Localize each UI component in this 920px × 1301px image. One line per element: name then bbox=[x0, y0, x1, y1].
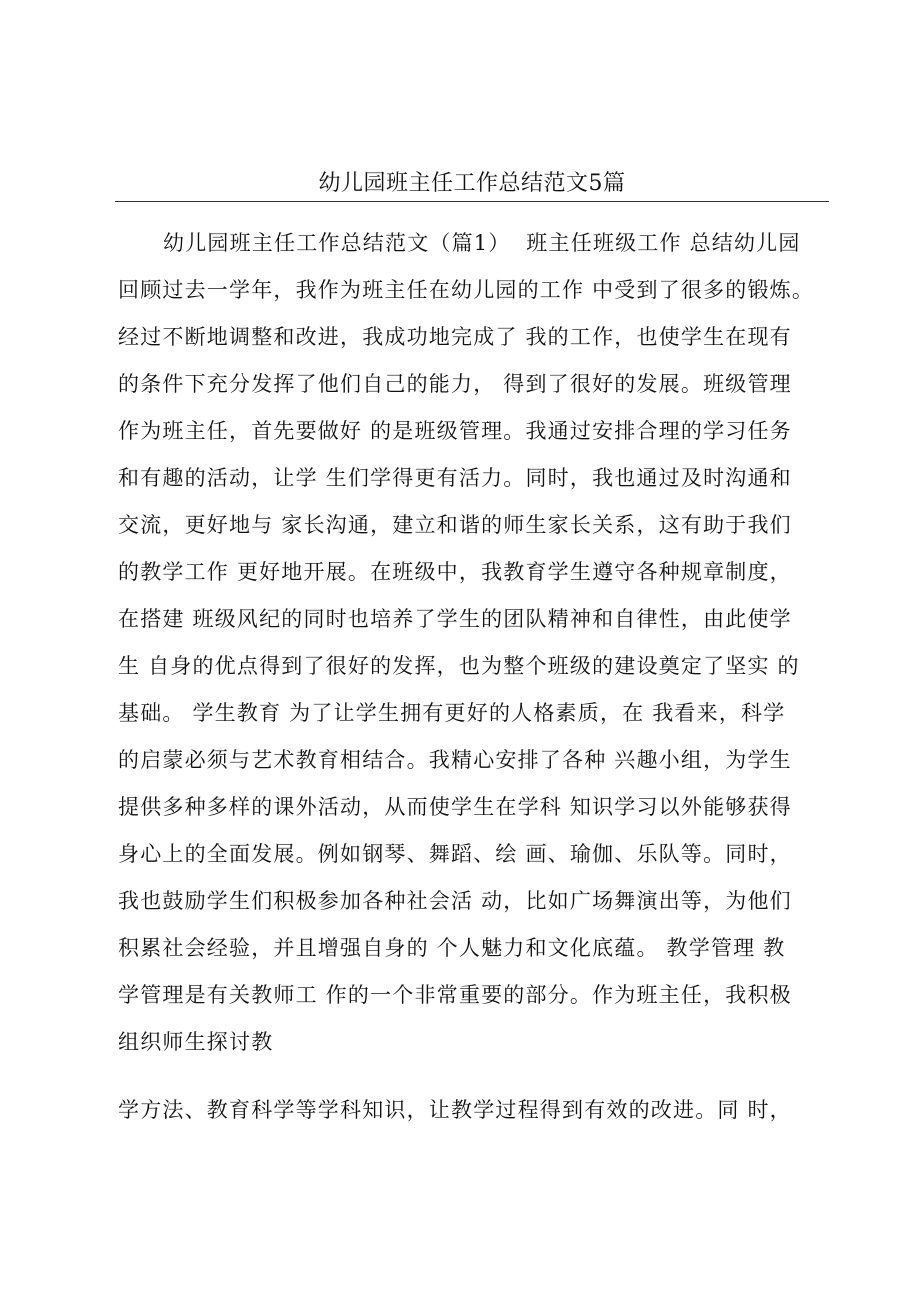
paragraph-line: 作为班主任，首先要做好 的是班级管理。我通过安排合理的学习任务 bbox=[118, 419, 792, 443]
title-underline bbox=[115, 201, 829, 202]
paragraph-line: 幼儿园班主任工作总结范文（篇1） 班主任班级工作 总结幼儿园 bbox=[163, 231, 801, 255]
page-title: 幼儿园班主任工作总结范文5篇 bbox=[318, 171, 626, 196]
paragraph-line: 经过不断地调整和改进，我成功地完成了 我的工作，也使学生在现有 bbox=[118, 325, 792, 349]
paragraph-line: 积累社会经验，并且增强自身的 个人魅力和文化底蕴。 教学管理 教 bbox=[118, 936, 786, 960]
paragraph-line: 我也鼓励学生们积极参加各种社会活 动，比如广场舞演出等，为他们 bbox=[118, 889, 792, 913]
paragraph-line: 基础。 学生教育 为了让学生拥有更好的人格素质，在 我看来，科学 bbox=[118, 701, 786, 725]
paragraph-line: 在搭建 班级风纪的同时也培养了学生的团队精神和自律性，由此使学 bbox=[118, 607, 792, 631]
paragraph-line: 和有趣的活动，让学 生们学得更有活力。同时，我也通过及时沟通和 bbox=[118, 466, 792, 490]
paragraph-line: 学方法、教育科学等学科知识，让教学过程得到有效的改进。同 时， bbox=[118, 1098, 792, 1122]
paragraph-line: 的启蒙必须与艺术教育相结合。我精心安排了各种 兴趣小组，为学生 bbox=[118, 748, 792, 772]
paragraph-line: 提供多种多样的课外活动，从而使学生在学科 知识学习以外能够获得 bbox=[118, 795, 792, 819]
paragraph-line: 学管理是有关教师工 作的一个非常重要的部分。作为班主任，我积极 bbox=[118, 983, 792, 1007]
paragraph-line: 的条件下充分发挥了他们自己的能力， 得到了很好的发展。班级管理 bbox=[118, 372, 792, 396]
paragraph-line: 生 自身的优点得到了很好的发挥，也为整个班级的建设奠定了坚实 的 bbox=[118, 654, 800, 678]
paragraph-line: 交流，更好地与 家长沟通，建立和谐的师生家长关系，这有助于我们 bbox=[118, 513, 792, 537]
paragraph-line: 组织师生探讨教 bbox=[118, 1030, 274, 1054]
paragraph-line: 回顾过去一学年，我作为班主任在幼儿园的工作 中受到了很多的锻炼。 bbox=[118, 278, 815, 302]
paragraph-line: 的教学工作 更好地开展。在班级中，我教育学生遵守各种规章制度， bbox=[118, 560, 792, 584]
paragraph-line: 身心上的全面发展。例如钢琴、舞蹈、绘 画、瑜伽、乐队等。同时， bbox=[118, 842, 792, 866]
